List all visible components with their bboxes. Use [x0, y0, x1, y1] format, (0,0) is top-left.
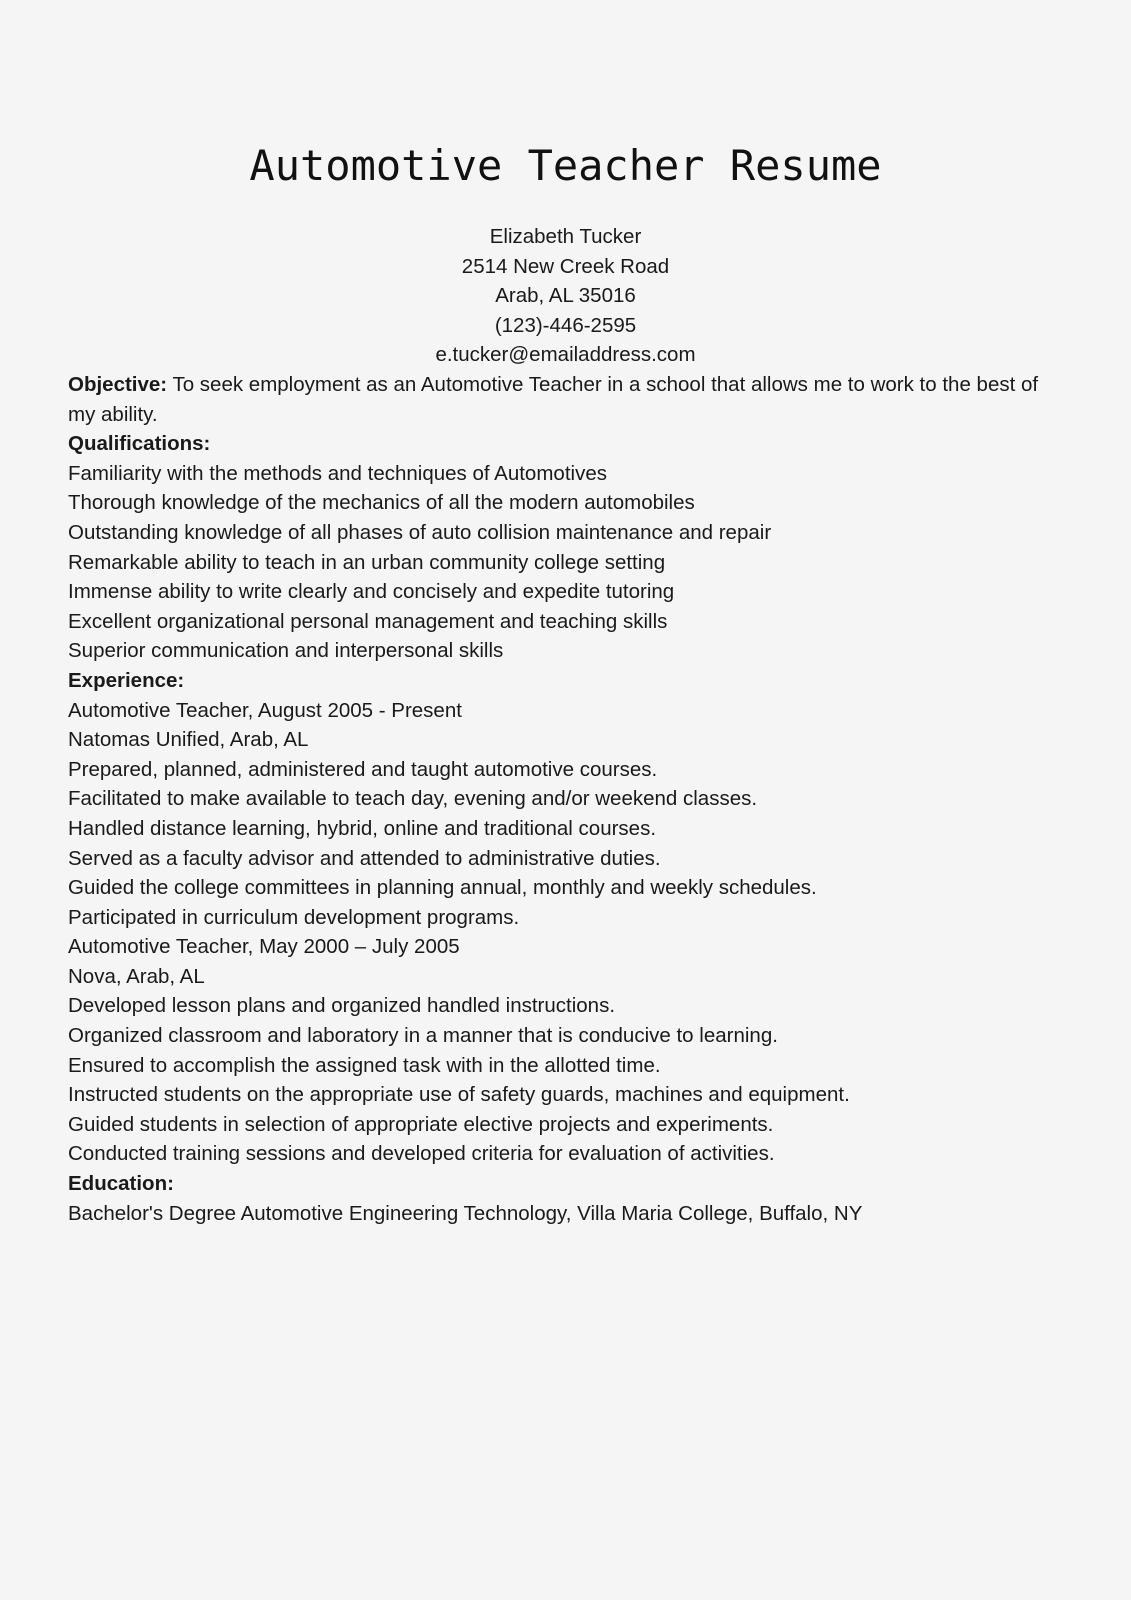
qualification-item: Remarkable ability to teach in an urban community college setting — [68, 550, 666, 574]
qualifications-heading: Qualifications: — [68, 432, 211, 456]
contact-street: 2514 New Creek Road — [461, 254, 670, 278]
job-duty: Handled distance learning, hybrid, online and traditional courses. — [68, 816, 657, 840]
job-duty: Guided students in selection of appropriate elective projects and experiments. — [68, 1112, 774, 1136]
resume-body — [68, 370, 1068, 1228]
objective-text: To seek employment as an Automotive Teacher in a school that allows me to work to the best of my ability. — [68, 373, 1039, 426]
job-employer: Nova, Arab, AL — [68, 964, 205, 988]
education-heading: Education: — [68, 1172, 174, 1196]
contact-email: e.tucker@emailaddress.com — [435, 343, 696, 367]
qualification-item: Thorough knowledge of the mechanics of all the modern automobiles — [68, 491, 695, 515]
contact-name: Elizabeth Tucker — [489, 225, 642, 248]
contact-city: Arab, AL 35016 — [495, 284, 636, 308]
job-duty: Developed lesson plans and organized handled instructions. — [68, 994, 616, 1018]
qualification-item: Superior communication and interpersonal skills — [68, 639, 504, 663]
resume-title: Automotive Teacher Resume — [249, 141, 882, 190]
job-duty: Guided the college committees in planning annual, monthly and weekly schedules. — [68, 876, 817, 900]
objective-label: Objective: — [68, 373, 168, 396]
job-duty: Served as a faculty advisor and attended to administrative duties. — [68, 846, 661, 870]
job-employer: Natomas Unified, Arab, AL — [68, 728, 309, 752]
qualification-item: Excellent organizational personal management and teaching skills — [68, 609, 668, 633]
job-duty: Ensured to accomplish the assigned task with in the allotted time. — [68, 1053, 661, 1077]
job-duty: Organized classroom and laboratory in a manner that is conducive to learning. — [68, 1024, 778, 1048]
experience-heading: Experience: — [68, 668, 185, 692]
job-duty: Participated in curriculum development programs. — [68, 905, 520, 929]
job-duty: Instructed students on the appropriate use of safety guards, machines and equipment. — [68, 1083, 850, 1107]
job-duty: Prepared, planned, administered and taught automotive courses. — [68, 757, 658, 781]
job-duty: Conducted training sessions and developed criteria for evaluation of activities. — [68, 1142, 775, 1166]
job-duty: Facilitated to make available to teach day, evening and/or weekend classes. — [68, 787, 758, 811]
qualification-item: Immense ability to write clearly and concisely and expedite tutoring — [68, 580, 675, 604]
objective-section — [68, 370, 1068, 429]
contact-block — [0, 222, 1131, 370]
contact-phone: (123)-446-2595 — [494, 313, 637, 337]
job-title: Automotive Teacher, May 2000 – July 2005 — [68, 935, 460, 959]
qualification-item: Familiarity with the methods and techniques of Automotives — [68, 461, 607, 485]
job-title: Automotive Teacher, August 2005 - Present — [68, 698, 462, 722]
qualification-item: Outstanding knowledge of all phases of auto collision maintenance and repair — [68, 520, 772, 544]
education-item: Bachelor's Degree Automotive Engineering Technology, Villa Maria College, Buffalo, NY — [68, 1201, 863, 1225]
